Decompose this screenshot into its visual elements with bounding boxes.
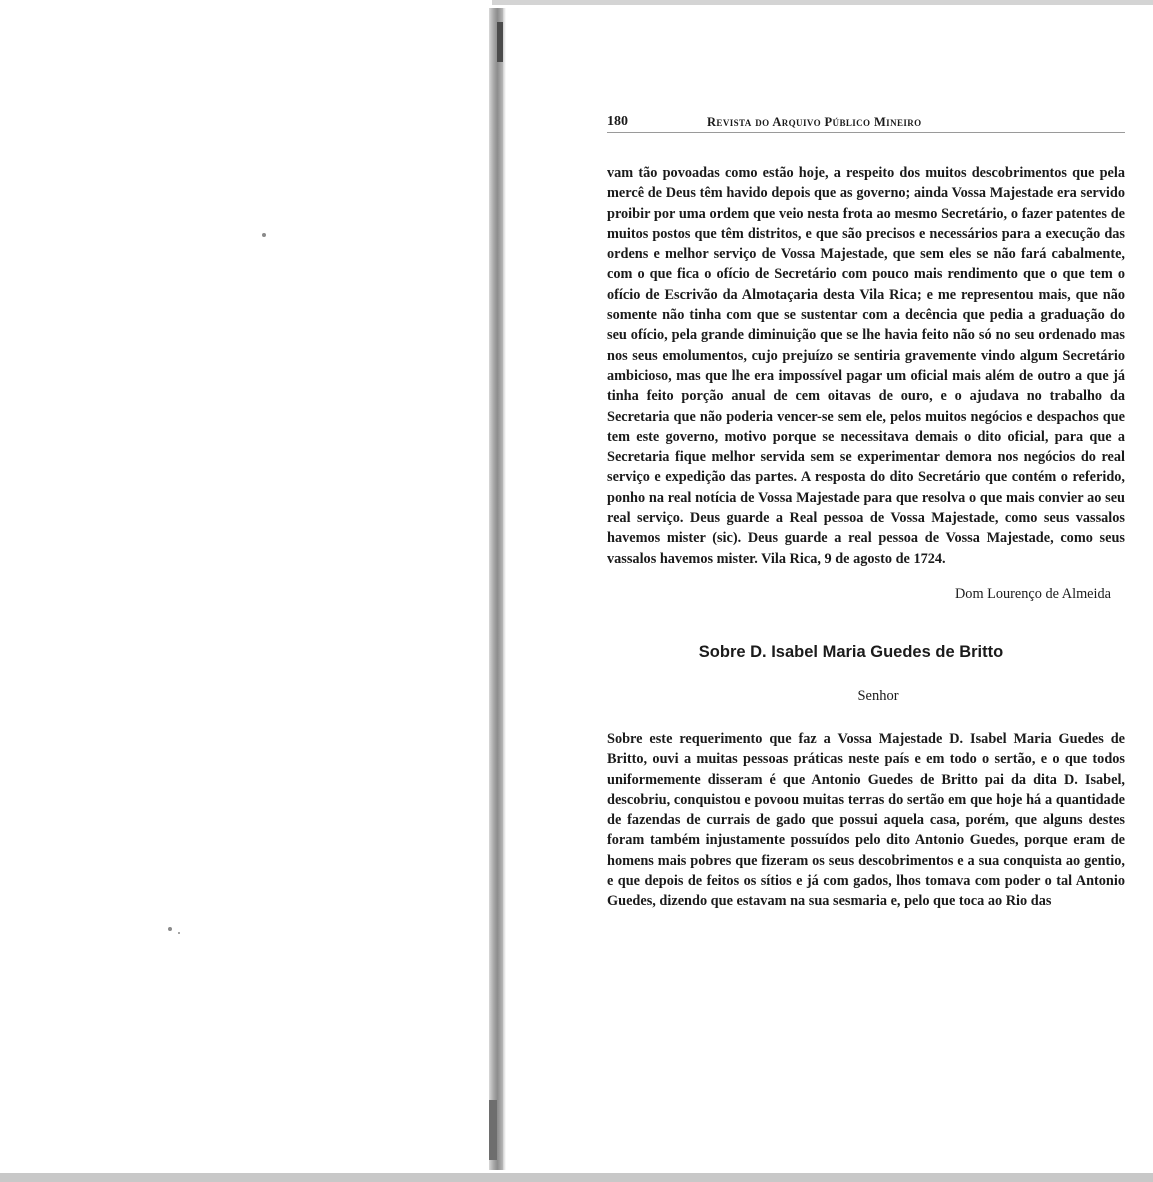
scan-top-edge [492, 0, 1153, 5]
salutation: Senhor [857, 687, 899, 704]
document-page [607, 112, 1125, 926]
scan-bottom-edge [0, 1173, 1153, 1182]
section-body: Sobre este requerimento que faz a Vossa Majestade D. Isabel Maria Guedes de Britto, ouvi a muitas pessoas práticas neste país e em todo o sertão, e o que todos uniformemente disseram é que Antonio Guedes de Britto pai da dita D. Isabel, descobriu, conquistou e povoou muitas terras do sertão em que hoje há a quantidade de fazendas de currais de gado que possui aquela casa, porém, que alguns destes foram também injustamente possuídos pelo dito Antonio Guedes, porque eram de homens mais pobres que fizeram os seus descobrimentos e a sua conquista ao gentio, e que depois de feitos os sítios e já com gados, lhos tomava com poder o tal Antonio Guedes, dizendo que estavam na sua sesmaria e, pelo que toca ao Rio das [607, 730, 1125, 910]
paper-speck [178, 932, 180, 934]
letter-signature: Dom Lourenço de Almeida [954, 585, 1111, 602]
page-number: 180 [607, 114, 628, 129]
gutter-shadow [503, 8, 506, 1170]
paper-speck [262, 233, 266, 237]
facing-blank-page [0, 0, 490, 1182]
running-head [607, 112, 1125, 133]
letter-body: vam tão povoadas como estão hoje, a respeito dos muitos descobrimentos que pela mercê de Deus têm havido depois que as governo; ainda Vossa Majestade era servido proibir por uma ordem que veio nesta frota ao mesmo Secretário, o fazer patentes de muitos postos que têm distritos, e que são precisos e necessários para a execução das ordens e melhor serviço de Vossa Majestade, que sem eles se não fará cabalmente, com o que fica o ofício de Secretário com pouco mais rendimento que o que tem o ofício de Escrivão da Almotaçaria desta Vila Rica; e me representou mais, que não somente não tinha com que se sustentar com a decência que pedia a graduação do seu ofício, pela grande diminuição que se lhe havia feito não só no seu ordenado mas nos seus emolumentos, cujo prejuízo se sentiria gravemente vindo algum Secretário ambicioso, mas que lhe era impossível pagar um oficial mais além de outro a que já tinha feito porção anual de cem oitavas de ouro, e o ajudava no trabalho da Secretaria que não poderia vencer-se sem ele, pelos muitos negócios e despachos que tem este governo, motivo porque se necessitava demais o dito oficial, para que a Secretaria fique melhor servida sem se experimentar demora nos negócios do real serviço e expedição das partes. A resposta do dito Secretário que contém o referido, ponho na real notícia de Vossa Majestade para que resolva o que mais convier ao seu real serviço. Deus guarde a Real pessoa de Vossa Majestade, como seus vassalos havemos mister (sic). Deus guarde a real pessoa de Vossa Majestade, como seus vassalos havemos mister. Vila Rica, 9 de agosto de 1724. [607, 165, 1125, 567]
paper-speck [168, 927, 172, 931]
gutter-binding-mark [489, 1100, 497, 1160]
section-heading: Sobre D. Isabel Maria Guedes de Britto [698, 642, 1004, 661]
book-gutter [489, 8, 503, 1170]
journal-title: Revista do Arquivo Público Mineiro [707, 115, 922, 129]
